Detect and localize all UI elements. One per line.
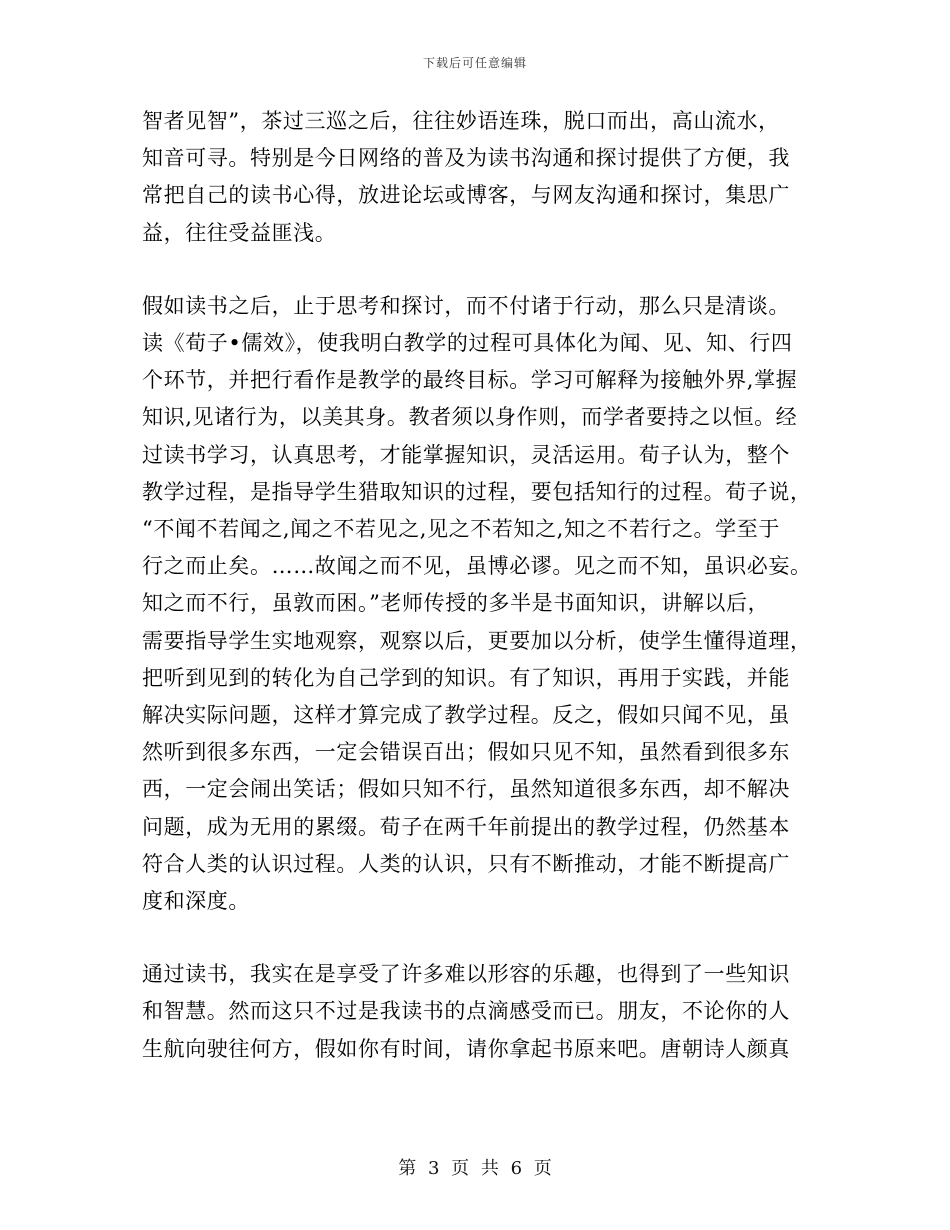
text-line: 然听到很多东西，一定会错误百出；假如只见不知，虽然看到很多东 (142, 740, 790, 765)
text-line: 解决实际问题，这样才算完成了教学过程。反之，假如只闻不见，虽 (142, 703, 790, 728)
text-line: 教学过程，是指导学生猎取知识的过程，要包括知行的过程。荀子说， (142, 479, 812, 504)
text-line: 知之而不行，虽敦而困。”老师传授的多半是书面知识，讲解以后， (142, 591, 770, 616)
paragraph-2 (142, 288, 812, 920)
paragraph-gap (142, 920, 808, 956)
text-line: 智者见智”，茶过三巡之后，往往妙语连珠，脱口而出，高山流水， (142, 109, 780, 133)
page-header: 下载后可任意编辑 (422, 56, 527, 70)
text-line: 知识,见诸行为，以美其身。教者须以身作则，而学者要持之以恒。经 (142, 405, 798, 430)
text-line: 常把自己的读书心得，放进论坛或博客，与网友沟通和探讨，集思广 (142, 183, 790, 208)
text-line: 知音可寻。特别是今日网络的普及为读书沟通和探讨提供了方便，我 (142, 146, 790, 171)
paragraph-gap (142, 252, 808, 288)
text-line: 过读书学习，认真思考，才能掌握知识，灵活运用。荀子认为，整个 (142, 442, 790, 467)
text-line: 问题，成为无用的累缀。荀子在两千年前提出的教学过程，仍然基本 (142, 814, 790, 839)
text-line: 通过读书，我实在是享受了许多难以形容的乐趣，也得到了一些知识 (142, 962, 790, 987)
page-number: 第 3 页 共 6 页 (398, 1158, 552, 1179)
text-line: 个环节，并把行看作是教学的最终目标。学习可解释为接触外界,掌握 (142, 368, 798, 393)
text-line: 生航向驶往何方，假如你有时间，请你拿起书原来吧。唐朝诗人颜真 (142, 1036, 790, 1061)
text-line: 西，一定会闹出笑话；假如只知不行，虽然知道很多东西，却不解决 (142, 777, 790, 802)
text-line: 读《荀子•儒效》，使我明白教学的过程可具体化为闻、见、知、行四 (142, 331, 793, 356)
document-body (142, 103, 812, 1068)
text-line: 假如读书之后，止于思考和探讨，而不付诸于行动，那么只是清谈。 (142, 293, 790, 318)
text-line: 和智慧。然而这只不过是我读书的点滴感受而已。朋友，不论你的人 (142, 999, 790, 1024)
paragraph-1 (142, 103, 808, 252)
text-line: “不闻不若闻之,闻之不若见之,见之不若知之,知之不若行之。学至于 (142, 517, 780, 542)
text-line: 益，往往受益匪浅。 (142, 220, 337, 245)
text-line: 行之而止矣。……故闻之而不见，虽博必谬。见之而不知，虽识必妄。 (142, 554, 812, 579)
text-line: 度和深度。 (142, 889, 250, 914)
text-line: 把听到见到的转化为自己学到的知识。有了知识，再用于实践，并能 (142, 665, 790, 690)
text-line: 需要指导学生实地观察，观察以后，更要加以分析，使学生懂得道理， (142, 628, 812, 653)
text-line: 符合人类的认识过程。人类的认识，只有不断推动，才能不断提高广 (142, 851, 790, 876)
paragraph-3 (142, 956, 808, 1068)
